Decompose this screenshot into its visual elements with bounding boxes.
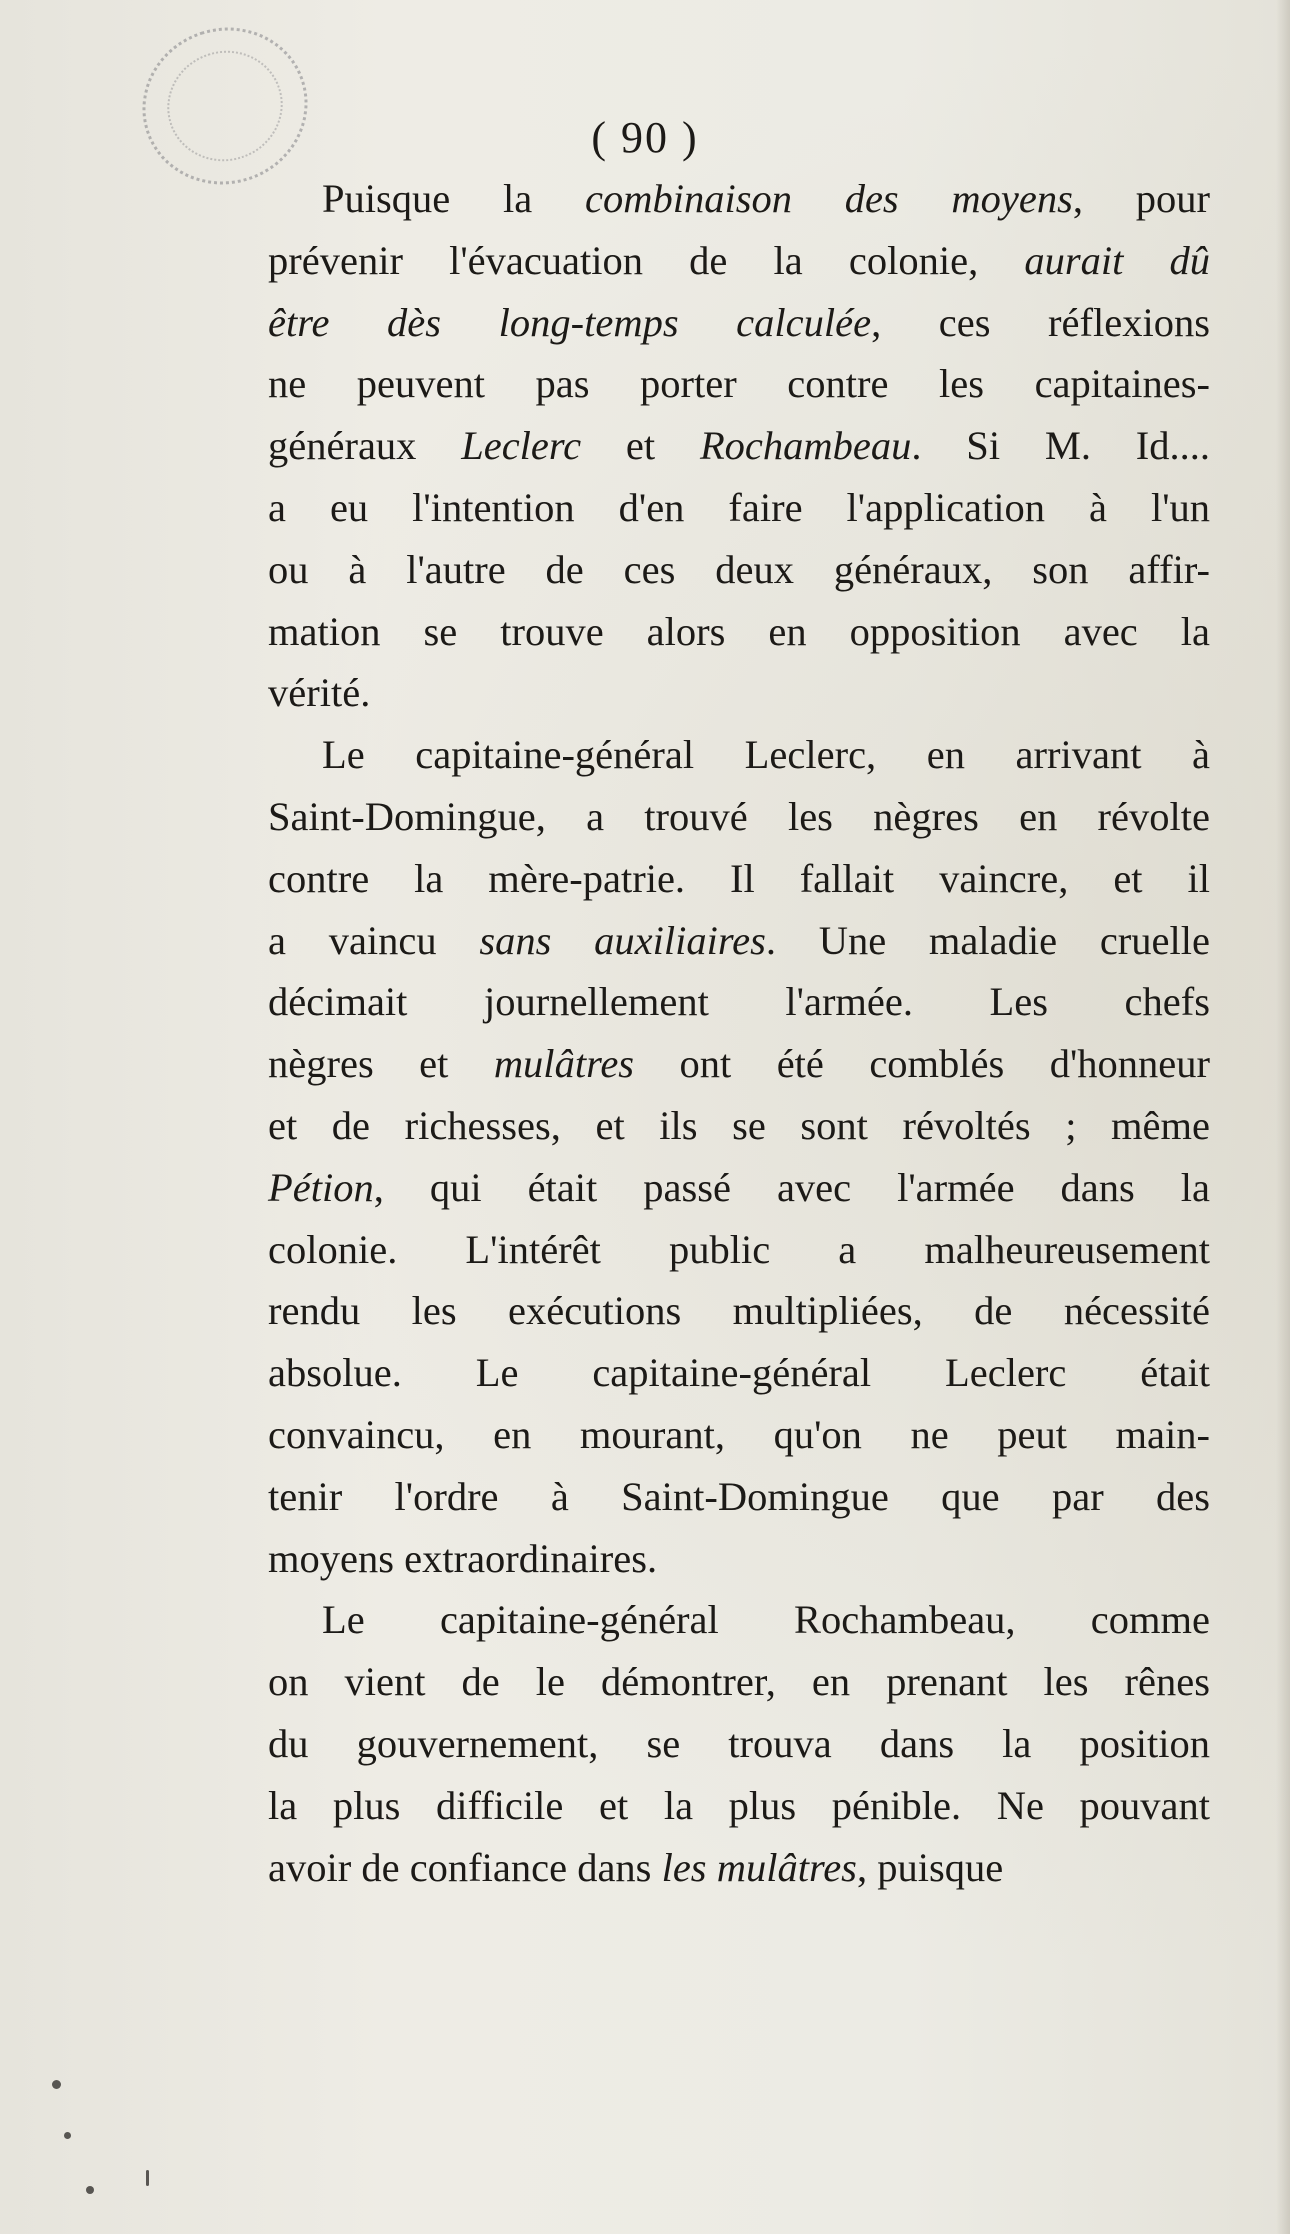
text-line <box>268 353 1210 415</box>
text-line <box>268 910 1210 972</box>
text-run: et <box>581 423 700 469</box>
text-run: , puisque <box>856 1844 1004 1890</box>
ink-speck <box>86 2186 94 2194</box>
text-run: absolue. Le capitaine-général Leclerc était <box>268 1350 1210 1396</box>
text-run: contre la mère-patrie. Il fallait vaincre, et il <box>268 855 1210 901</box>
text-line <box>268 1775 1210 1837</box>
text-line <box>268 1342 1210 1404</box>
paragraph <box>268 724 1210 1589</box>
text-line <box>268 1095 1210 1157</box>
page-number: ( 90 ) <box>591 113 699 162</box>
text-line <box>268 1589 1210 1651</box>
text-line <box>268 230 1210 292</box>
text-line <box>268 477 1210 539</box>
text-line <box>268 1528 1210 1590</box>
text-line <box>268 971 1210 1033</box>
text-run: , pour <box>1072 176 1210 221</box>
ink-speck <box>64 2132 71 2139</box>
italic-text: combinaison des moyens <box>584 176 1073 221</box>
text-run: a vaincu <box>268 917 480 963</box>
text-line <box>268 786 1210 848</box>
italic-text: mulâtres <box>493 1041 635 1087</box>
text-run: ne peuvent pas porter contre les capitaines- <box>268 361 1210 407</box>
text-run: mation se trouve alors en opposition avec la <box>268 608 1210 654</box>
paragraph <box>268 1589 1210 1898</box>
text-line <box>268 1219 1210 1281</box>
text-run: et de richesses, et ils se sont révoltés ; même <box>268 1102 1210 1148</box>
italic-text: les mulâtres <box>661 1844 857 1890</box>
text-line <box>268 1033 1210 1095</box>
page-edge-shadow <box>1276 0 1290 2234</box>
text-run: prévenir l'évacuation de la colonie, <box>268 237 1025 283</box>
italic-text: aurait dû <box>1024 237 1211 283</box>
text-run: décimait journellement l'armée. Les chefs <box>268 979 1210 1025</box>
text-run: tenir l'ordre à Saint-Domingue que par des <box>268 1473 1210 1519</box>
text-line <box>268 415 1210 477</box>
text-line <box>268 292 1210 354</box>
text-run: . Une maladie cruelle <box>765 917 1210 963</box>
text-run: Saint-Domingue, a trouvé les nègres en révolte <box>268 793 1210 839</box>
ink-speck <box>146 2170 149 2186</box>
ink-speck <box>52 2080 61 2089</box>
italic-text: Pétion <box>268 1164 374 1210</box>
text-run: nègres et <box>268 1041 494 1087</box>
text-run: convaincu, en mourant, qu'on ne peut main- <box>268 1411 1210 1457</box>
text-line <box>268 662 1210 724</box>
text-run: avoir de confiance dans <box>268 1844 662 1890</box>
text-line <box>268 601 1210 663</box>
text-line <box>268 539 1210 601</box>
text-line <box>268 1404 1210 1466</box>
text-run: généraux <box>268 423 462 469</box>
text-run: vérité. <box>268 670 371 716</box>
text-run: , qui était passé avec l'armée dans la <box>373 1164 1210 1210</box>
italic-text: Rochambeau <box>699 423 912 469</box>
paragraph <box>268 168 1210 724</box>
text-line <box>268 1280 1210 1342</box>
text-line <box>268 1651 1210 1713</box>
text-line <box>268 168 1210 230</box>
text-run: colonie. L'intérêt public a malheureusement <box>268 1226 1210 1272</box>
text-run: Le capitaine-général Leclerc, en arrivant à <box>322 732 1210 778</box>
text-run: la plus difficile et la plus pénible. Ne pouvant <box>268 1782 1210 1828</box>
text-run: , ces réflexions <box>871 299 1210 345</box>
text-run: a eu l'intention d'en faire l'application à l'un <box>268 484 1210 530</box>
italic-text: être dès long-temps calculée <box>268 299 872 345</box>
text-run: moyens extraordinaires. <box>268 1535 658 1581</box>
text-line <box>268 1466 1210 1528</box>
text-run: Le capitaine-général Rochambeau, comme <box>322 1597 1210 1643</box>
text-run: du gouvernement, se trouva dans la position <box>268 1720 1210 1766</box>
body-text <box>268 168 1210 1898</box>
text-run: rendu les exécutions multipliées, de nécessité <box>268 1288 1210 1334</box>
text-line <box>268 724 1210 786</box>
text-line <box>268 848 1210 910</box>
italic-text: sans auxiliaires <box>479 917 766 963</box>
text-line <box>268 1713 1210 1775</box>
text-line <box>268 1837 1210 1899</box>
text-run: ont été comblés d'honneur <box>634 1041 1210 1087</box>
italic-text: Leclerc <box>461 423 582 469</box>
text-run: ou à l'autre de ces deux généraux, son affir- <box>268 546 1210 592</box>
text-line <box>268 1157 1210 1219</box>
text-run: Puisque la <box>322 176 585 221</box>
text-run: . Si M. Id.... <box>911 423 1210 469</box>
text-run: on vient de le démontrer, en prenant les rênes <box>268 1659 1210 1705</box>
